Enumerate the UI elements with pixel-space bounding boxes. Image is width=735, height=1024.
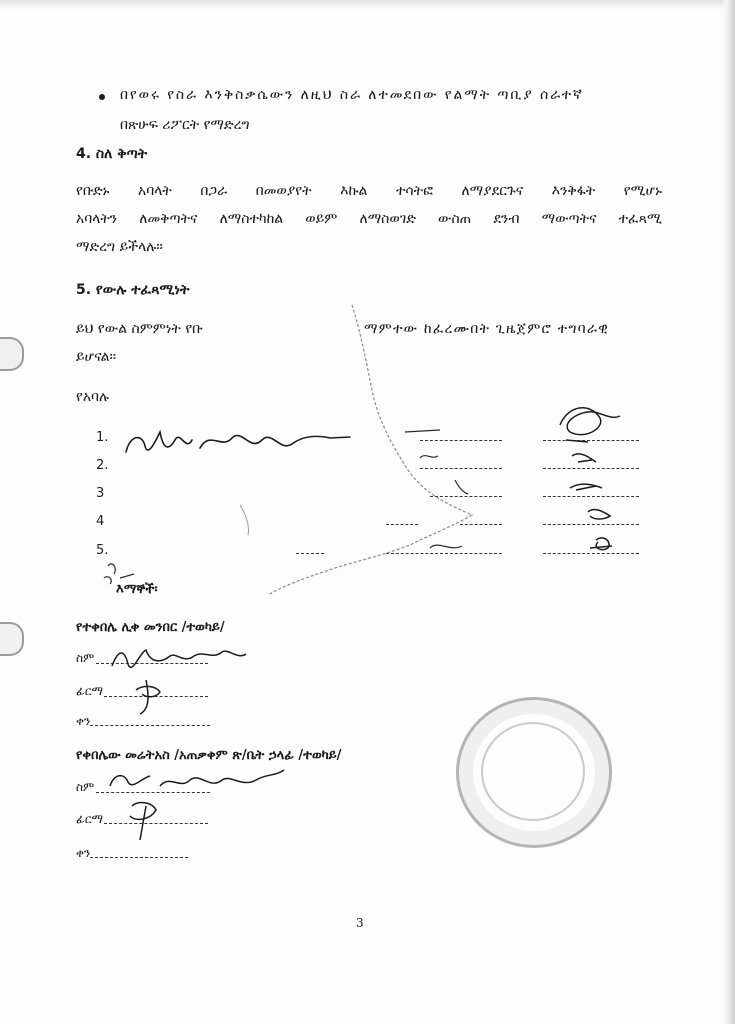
bullet-line-2: በጽሁፍ ሪፖርት የማድረግ <box>120 117 250 133</box>
section-4-heading: 4. ስለ ቅጣት <box>76 146 148 162</box>
receiver-2-name-label: ስም <box>76 780 95 794</box>
member-5-signature <box>590 538 612 550</box>
paper-crease-2 <box>240 505 249 535</box>
section-4-line-2-word: ለመቅጣትና <box>139 211 198 227</box>
section-4-line-1-word: ለማያደርጉና <box>461 183 524 199</box>
member-2-line-a <box>420 468 502 469</box>
member-handwriting-misc <box>405 430 468 548</box>
section-4-line-2-word: ውስጠ <box>438 211 472 227</box>
section-5-heading: 5. የውሉ ተፈጻሚነት <box>76 282 190 298</box>
receiver-2-title: የቀበሌው መሬትአስ /አጠቃቀም ጽ/ቤት ኃላፊ /ተወካይ/ <box>76 748 342 763</box>
receiver-1-name-line <box>96 663 208 664</box>
member-3-signature <box>570 484 602 490</box>
page-number: 3 <box>356 916 364 930</box>
receiver-1-sign-line <box>104 696 208 697</box>
section-5-line-1-start: ይህ የውል ስምምነት የቡ <box>76 321 203 337</box>
receiver-2-date-line <box>90 857 188 858</box>
receiver-1-signature <box>136 680 160 714</box>
receiver-2-sign-label: ፊርማ <box>76 812 104 826</box>
member-number-2: 2. <box>96 458 109 473</box>
stamp-inner-ring <box>481 722 585 821</box>
witnesses-label: እማኞች፡ <box>116 582 158 597</box>
section-4-line-1-word: የቡድኑ <box>76 183 110 199</box>
member-4-signature <box>588 509 610 519</box>
page-right-shadow <box>721 0 735 1024</box>
page-top-shadow <box>0 0 735 10</box>
section-4-line-2-word: አባላትን <box>76 211 118 227</box>
member-2-signature <box>572 454 596 462</box>
member-4-line-b <box>460 524 502 525</box>
section-5-line-2: ይሆናል፡፡ <box>76 349 117 365</box>
bullet-dot <box>99 94 105 100</box>
section-4-line-1 <box>76 182 662 200</box>
section-4-line-2 <box>76 210 662 228</box>
member-3-line-a <box>430 496 502 497</box>
member-1-line-a <box>420 440 502 441</box>
section-4-line-2-word: ወይም <box>305 211 338 227</box>
receiver-1-name-label: ስም <box>76 651 95 665</box>
member-4-line-c <box>543 524 639 525</box>
member-1-handwriting <box>126 432 350 452</box>
member-1-signature <box>560 408 620 442</box>
receiver-1-date-label: ቀን <box>76 714 91 728</box>
section-4-line-2-word: ማውጣትና <box>541 211 597 227</box>
receiver-2-date-label: ቀን <box>76 846 91 860</box>
section-4-line-1-word: እንቅፋት <box>551 183 596 199</box>
section-4-line-3: ማድረግ ይችላሉ፡፡ <box>76 239 163 255</box>
member-1-line-b <box>543 440 639 441</box>
section-4-line-1-word: በጋራ <box>200 183 228 199</box>
official-stamp <box>456 697 612 848</box>
member-number-4: 4 <box>96 514 105 529</box>
member-number-1: 1. <box>96 430 109 445</box>
punch-hole-bottom <box>0 622 24 656</box>
section-4-line-1-word: በመወያየት <box>255 183 312 199</box>
receiver-1-date-line <box>90 725 210 726</box>
receiver-2-sign-line <box>104 823 208 824</box>
section-4-line-1-word: ተሳትፎ <box>395 183 433 199</box>
bullet-line-1 <box>120 86 662 104</box>
section-4-line-1-word: አባላት <box>138 183 172 199</box>
member-5-line-c <box>543 553 639 554</box>
section-4-line-2-word: ለማስወገድ <box>359 211 416 227</box>
receiver-2-name-handwriting <box>110 770 284 786</box>
section-4-line-1-word: እኩል <box>340 183 368 199</box>
section-5-line-1-end: ማምተው ከፈረሙበት ጊዜጀምሮ ተግባራዊ <box>364 321 609 337</box>
receiver-2-name-line <box>96 792 210 793</box>
witness-handwriting <box>104 564 134 584</box>
section-4-line-2-word: ለማስተካከል <box>219 211 284 227</box>
member-3-line-b <box>543 496 639 497</box>
paper-crease <box>268 305 472 595</box>
punch-hole-top <box>0 337 24 371</box>
member-2-line-b <box>543 468 639 469</box>
member-5-line-b <box>386 553 502 554</box>
member-number-3: 3 <box>96 486 105 501</box>
members-label: የአባሉ <box>76 389 110 405</box>
receiver-1-sign-label: ፊርማ <box>76 684 104 698</box>
bullet-text-1: በየወሩ የስራ እንቅስቃሴውን ለዚህ ስራ ለተመደበው የልማት ጣቢያ ሰራተኛ <box>120 87 584 103</box>
section-4-line-2-word: ደንብ <box>493 211 520 227</box>
member-number-5: 5. <box>96 543 109 558</box>
section-4-line-1-word: የሚሆኑ <box>623 183 662 199</box>
member-5-line-a <box>296 553 324 554</box>
receiver-2-signature <box>130 803 156 840</box>
member-4-line-a <box>386 524 418 525</box>
receiver-1-name-handwriting <box>112 650 246 667</box>
section-4-line-2-word: ተፈጻሚ <box>618 211 662 227</box>
receiver-1-title: የተቀበሌ ሊቀ መንበር /ተወካይ/ <box>76 620 225 635</box>
